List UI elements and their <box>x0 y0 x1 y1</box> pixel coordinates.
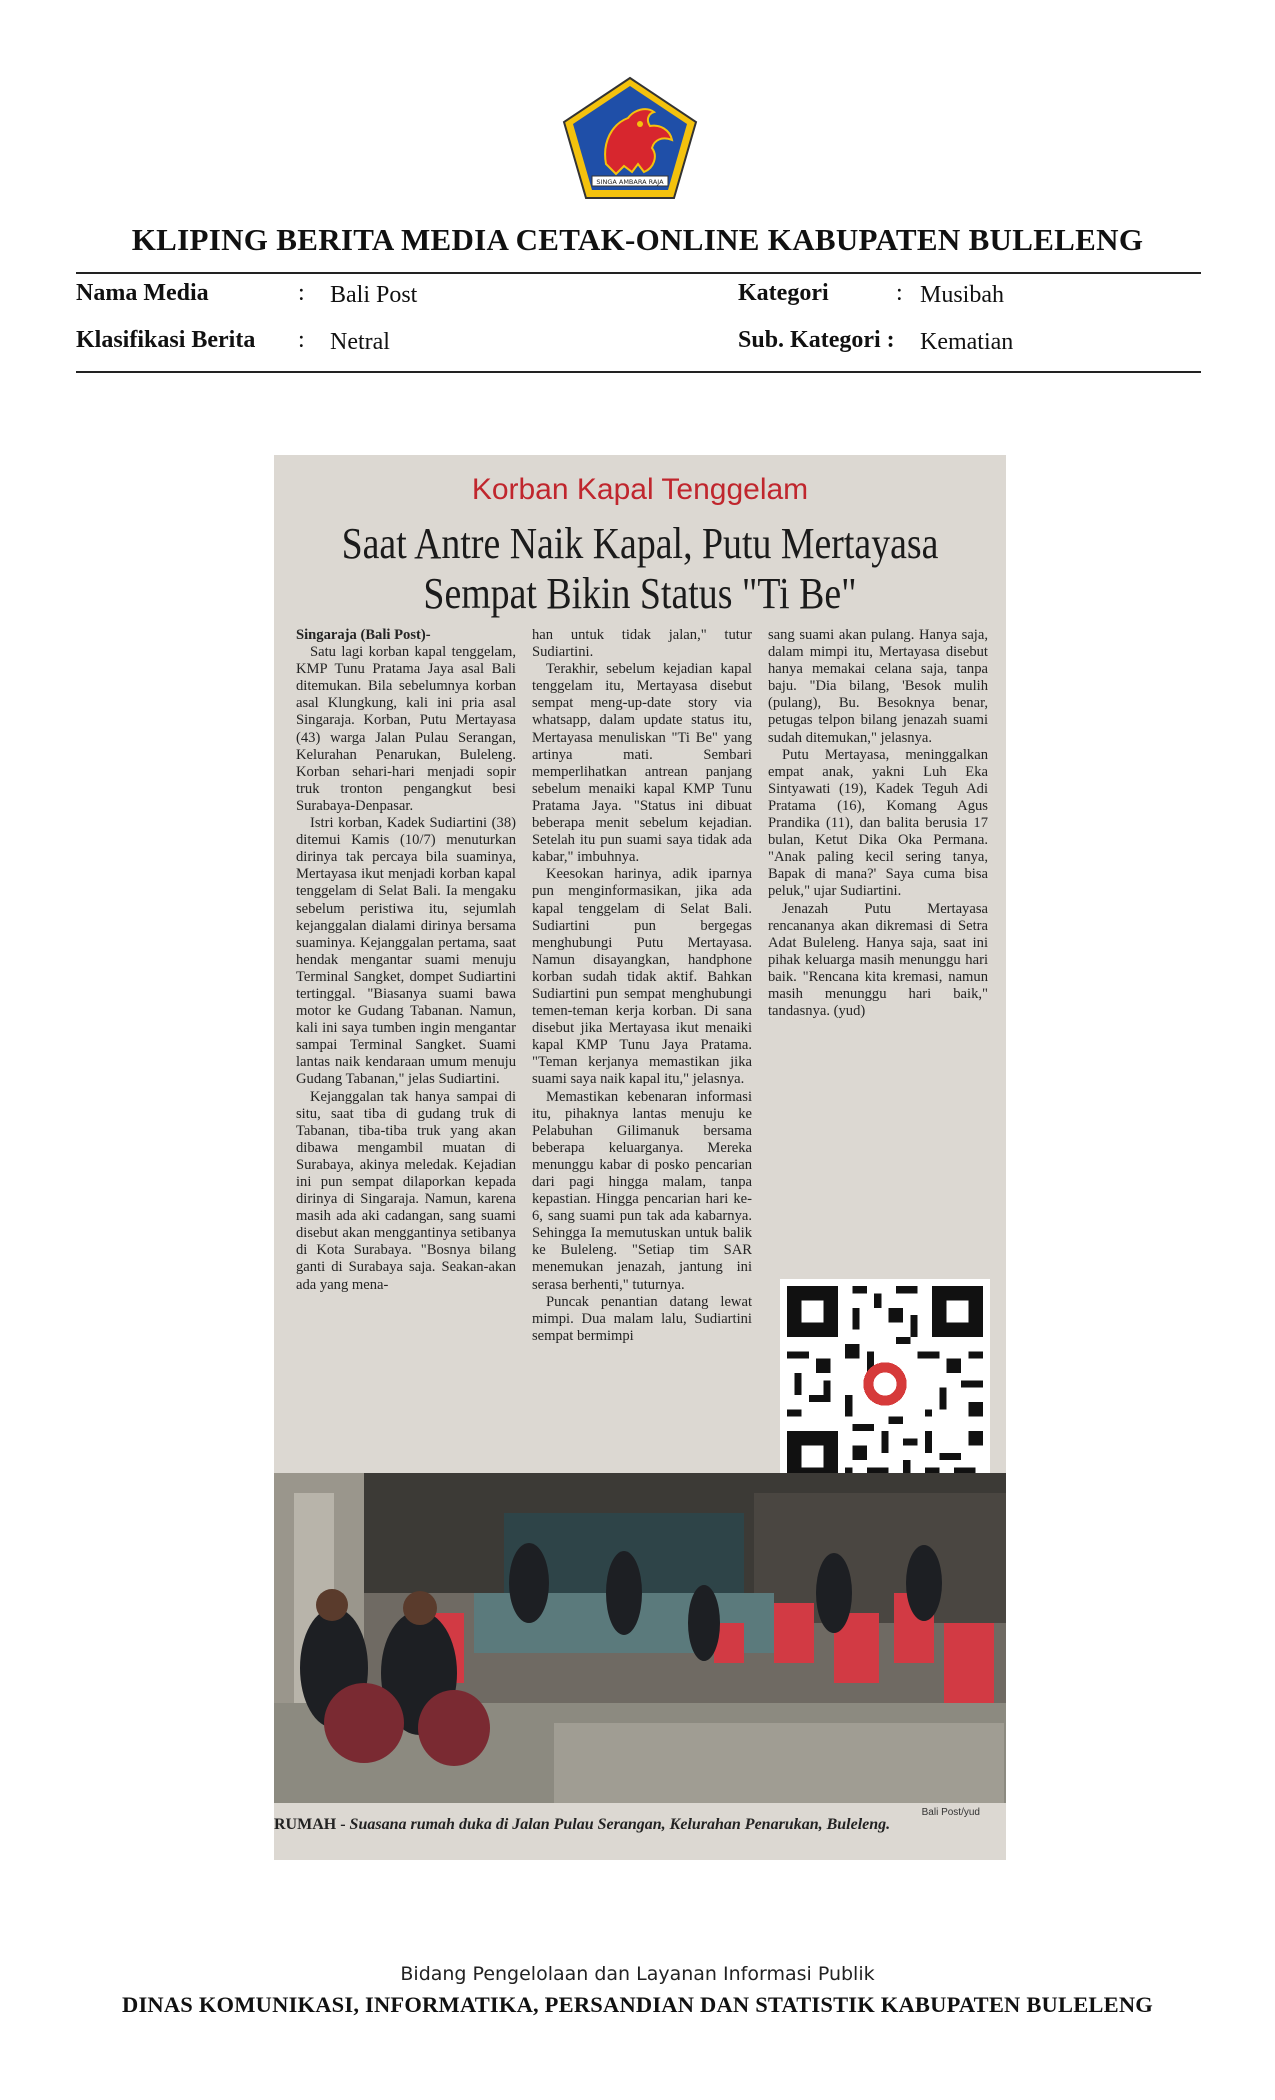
article-paragraph: Satu lagi korban kapal tenggelam, KMP Tunu Pratama Jaya asal Bali ditemukan. Bila sebelumnya korban asal Klungkung, kali ini pria asal Singaraja. Korban, Putu Mertayasa (43) warga Jalan Pulau Serangan, Kelurahan Penarukan, Buleleng. Korban sehari-hari menjadi sopir truk tronton pengangkut besi Surabaya-Denpasar. <box>296 644 516 814</box>
article-column-2 <box>532 627 752 1345</box>
subcategory-label: Sub. Kategori : <box>738 327 895 353</box>
subcategory-value: Kematian <box>920 329 1014 355</box>
article-paragraph: Puncak penantian datang lewat mimpi. Dua malam lalu, Sudiartini sempat bermimpi <box>532 1293 752 1344</box>
media-separator: : <box>298 280 305 306</box>
article-dateline: Singaraja (Bali Post)- <box>296 627 431 643</box>
article-paragraph: sang suami akan pulang. Hanya saja, dalam mimpi itu, Mertayasa disebut hanya memakai celana saja, tanpa baju. "Dia bilang, 'Besok mulih (pulang), Bu. Besoknya benar, petugas telpon bilang jenazah suami sudah ditemukan," jelasnya. <box>768 627 988 746</box>
caption-label: RUMAH - <box>274 1816 346 1833</box>
page-title: KLIPING BERITA MEDIA CETAK-ONLINE KABUPATEN BULELENG <box>131 222 1144 257</box>
article-paragraph: Memastikan kebenaran informasi itu, pihaknya lantas menuju ke Pelabuhan Gilimanuk bersama beberapa keluarganya. Mereka menunggu kabar di posko pencarian dari pagi hingga malam, tanpa kepastian. Hingga pencarian hari ke-6, sang suami pun tak ada kabarnya. Sehingga Ia memutuskan untuk balik ke Buleleng. "Setiap tim SAR menemukan jenazah, jantung ini serasa berhenti," tuturnya. <box>532 1088 752 1293</box>
article-paragraph: Istri korban, Kadek Sudiartini (38) ditemui Kamis (10/7) menuturkan dirinya tak percaya bila suaminya, Mertayasa ikut menjadi korban kapal tenggelam di Selat Bali. Ia mengaku sebelum peristiwa itu, sejumlah kejanggalan dialami dirinya bersama suaminya. Kejanggalan pertama, saat hendak mengantar suami menuju Terminal Sangket, dompet Sudiartini tertinggal. "Biasanya suami bawa motor ke Gudang Tabanan. Namun, kali ini saya tumben ingin mengantar sampai Terminal Sangket. Suami lantas naik kendaraan umum menuju Gudang Tabanan," jelas Sudiartini. <box>296 815 516 1088</box>
article-photo <box>274 1473 1006 1803</box>
article-paragraph: Jenazah Putu Mertayasa rencananya akan dikremasi di Setra Adat Buleleng. Hanya saja, saat ini pihak keluarga masih menunggu hari baik. "Rencana kita kremasi, namun masih menunggu hari baik," tandasnya. (yud) <box>768 900 988 1020</box>
article-column-1 <box>296 627 516 1294</box>
article-paragraph: han untuk tidak jalan," tutur Sudiartini. <box>532 627 752 661</box>
classification-value: Netral <box>330 329 390 355</box>
media-value: Bali Post <box>330 282 418 308</box>
media-label: Nama Media <box>76 280 209 306</box>
footer-line-1: Bidang Pengelolaan dan Layanan Informasi Publik <box>400 1963 875 1985</box>
article-paragraph: Terakhir, sebelum kejadian kapal tenggelam itu, Mertayasa disebut sempat meng-up-date story via whatsapp, dalam update status itu, Mertayasa menuliskan "Ti Be" yang artinya mati. Sembari memperlihatkan antrean panjang sebelum menaiki kapal KMP Tunu Pratama Jaya. "Status ini dibuat beberapa menit sebelum kejadian. Setelah itu pun suami saya tidak ada kabar," imbuhnya. <box>532 661 752 866</box>
category-label: Kategori <box>738 280 829 306</box>
headline-line-2: Sempat Bikin Status "Ti Be" <box>423 569 857 618</box>
divider-top <box>76 272 1201 274</box>
classification-separator: : <box>298 327 305 353</box>
footer-line-2: DINAS KOMUNIKASI, INFORMATIKA, PERSANDIAN DAN STATISTIK KABUPATEN BULELENG <box>122 1992 1153 2017</box>
article-body <box>296 627 988 1477</box>
category-separator: : <box>896 280 903 306</box>
photo-credit: Bali Post/yud <box>921 1807 980 1818</box>
article-kicker: Korban Kapal Tenggelam <box>471 473 809 506</box>
qr-code[interactable] <box>780 1279 990 1489</box>
singa-ambara-raja-logo <box>562 76 698 200</box>
photo-caption <box>274 1815 994 1834</box>
article-column-3 <box>768 627 988 1020</box>
article-paragraph: Putu Mertayasa, meninggalkan empat anak, yakni Luh Eka Sintyawati (19), Kadek Teguh Adi Pratama (16), Komang Agus Prandika (11), dan balita berusia 17 bulan, Ketut Dika Oka Permana. "Anak paling kecil sering tanya, Bapak di mana?' Saya cuma bisa peluk," ujar Sudiartini. <box>768 746 988 900</box>
category-value: Musibah <box>920 282 1004 308</box>
divider-bottom <box>76 371 1201 373</box>
newspaper-clipping <box>274 455 1006 1860</box>
article-paragraph: Kejanggalan tak hanya sampai di situ, saat tiba di gudang truk di Tabanan, tiba-tiba truk yang akan dibawa mengambil muatan di Surabaya, akinya meledak. Kejadian ini pun sempat dilaporkan kepada dirinya di Singaraja. Namun, karena masih ada aki cadangan, sang suami disebut akan menggantinya setibanya di Kota Surabaya. "Bosnya bilang ganti di Surabaya saja. Seakan-akan ada yang mena- <box>296 1088 516 1293</box>
classification-label: Klasifikasi Berita <box>76 327 256 353</box>
headline-line-1: Saat Antre Naik Kapal, Putu Mertayasa <box>341 519 939 568</box>
article-headline <box>325 519 955 619</box>
article-paragraph: Keesokan harinya, adik iparnya pun menginformasikan, jika ada kapal tenggelam di Selat Bali. Sudiartini pun bergegas menghubungi Putu Mertayasa. Namun disayangkan, handphone korban sudah tidak aktif. Bahkan Sudiartini pun sempat menghubungi temen-teman kerja korban. Di sana disebut jika Mertayasa ikut menaiki kapal KMP Tunu Jaya Pratama. "Teman kerjanya memastikan jika suami saya naik kapal itu," jelasnya. <box>532 866 752 1088</box>
caption-text: Suasana rumah duka di Jalan Pulau Serangan, Kelurahan Penarukan, Buleleng. <box>349 1816 891 1833</box>
logo-text: SINGA AMBARA RAJA <box>596 178 664 186</box>
